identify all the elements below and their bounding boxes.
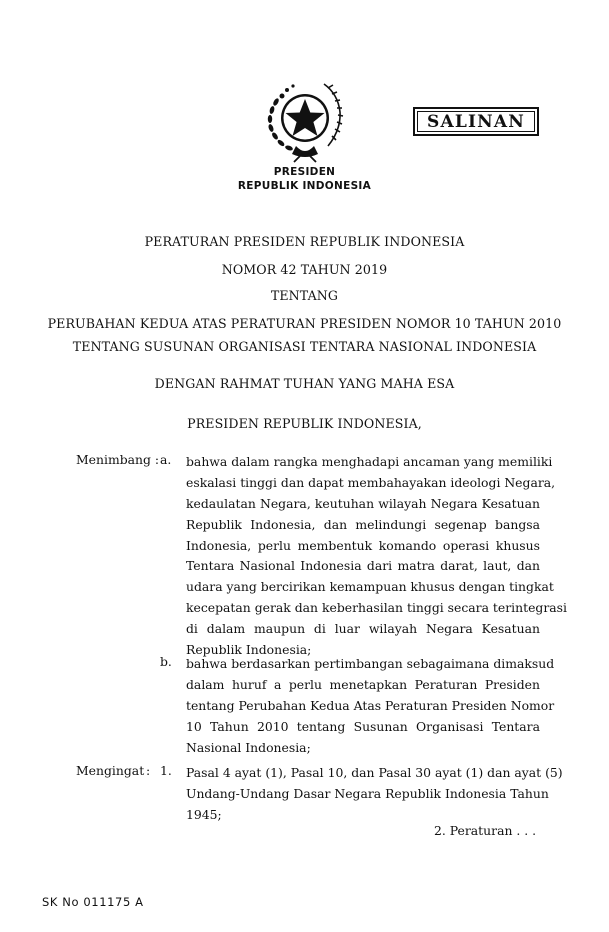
title-subject-2: TENTANG SUSUNAN ORGANISASI TENTARA NASIONAL INDONESIA: [72, 339, 537, 354]
salinan-stamp: [413, 107, 539, 136]
header-presiden: PRESIDEN: [273, 166, 336, 178]
text-line: bahwa berdasarkan pertimbangan sebagaimana dimaksud: [186, 656, 555, 671]
mengingat-1-marker: 1.: [160, 763, 172, 778]
mengingat-1-text: [186, 763, 563, 826]
text-line: 10 Tahun 2010 tentang Susunan Organisasi Tentara: [186, 718, 540, 734]
text-line: kedaulatan Negara, keutuhan wilayah Negara Kesatuan: [186, 495, 540, 511]
state-emblem: [258, 72, 352, 164]
menimbang-a-marker: a.: [160, 452, 172, 467]
mengingat-label: Mengingat: [76, 763, 145, 778]
text-line: Pasal 4 ayat (1), Pasal 10, dan Pasal 30 ayat (1) dan ayat (5): [186, 765, 563, 780]
text-line: Indonesia, perlu membentuk komando operasi khusus: [186, 537, 540, 553]
menimbang-b-marker: b.: [160, 654, 172, 669]
text-line: di dalam maupun di luar wilayah Negara Kesatuan: [186, 621, 540, 637]
text-line: dalam huruf a perlu menetapkan Peraturan Presiden: [186, 676, 540, 692]
header-republik: REPUBLIK INDONESIA: [237, 180, 372, 192]
text-line: Nasional Indonesia;: [186, 739, 311, 755]
menimbang-label: Menimbang :: [76, 452, 160, 467]
text-line: eskalasi tinggi dan dapat membahayakan ideologi Negara,: [186, 474, 556, 490]
title-number: NOMOR 42 TAHUN 2019: [221, 262, 388, 277]
title-rahmat: DENGAN RAHMAT TUHAN YANG MAHA ESA: [154, 376, 455, 391]
text-line: Undang-Undang Dasar Negara Republik Indonesia Tahun: [186, 785, 549, 801]
text-line: kecepatan gerak dan keberhasilan tinggi secara terintegrasi: [186, 600, 567, 616]
title-president: PRESIDEN REPUBLIK INDONESIA,: [187, 416, 422, 431]
title-regulation: PERATURAN PRESIDEN REPUBLIK INDONESIA: [144, 234, 465, 249]
text-line: Republik Indonesia, dan melindungi segenap bangsa: [186, 516, 540, 532]
text-line: bahwa dalam rangka menghadapi ancaman yang memiliki: [186, 454, 553, 469]
text-line: 1945;: [186, 806, 222, 822]
document-serial: SK No 011175 A: [42, 895, 144, 909]
mengingat-colon: :: [146, 763, 151, 778]
text-line: tentang Perubahan Kedua Atas Peraturan Presiden Nomor: [186, 697, 555, 713]
text-line: udara yang bercirikan kemampuan khusus dengan tingkat: [186, 579, 554, 595]
title-subject-1: PERUBAHAN KEDUA ATAS PERATURAN PRESIDEN NOMOR 10 TAHUN 2010: [47, 316, 562, 331]
menimbang-a-text: [186, 452, 567, 661]
text-line: Tentara Nasional Indonesia dari matra darat, laut, dan: [186, 558, 540, 574]
text-line: Republik Indonesia;: [186, 642, 312, 658]
salinan-label: SALINAN: [426, 111, 526, 132]
continuation-text: 2. Peraturan . . .: [434, 823, 537, 838]
menimbang-b-text: [186, 654, 555, 758]
emblem-icon: [258, 72, 352, 164]
title-tentang: TENTANG: [270, 288, 339, 303]
